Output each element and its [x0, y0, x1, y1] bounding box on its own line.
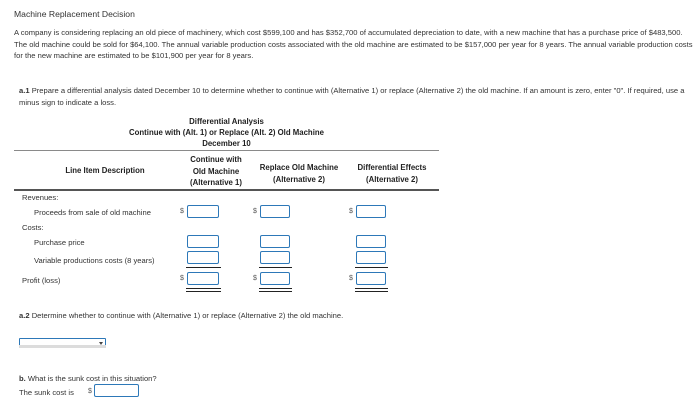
profit-diff-field[interactable]	[359, 273, 383, 284]
row-costs-label: Costs:	[22, 223, 44, 232]
profit-alt2-input[interactable]	[260, 272, 290, 285]
purchase-alt1-field[interactable]	[190, 236, 216, 247]
col-diff-line2: (Alternative 2)	[366, 174, 418, 184]
currency-symbol: $	[180, 208, 184, 215]
part-a1-text: Prepare a differential analysis dated December 10 to determine whether to continue with (Alternative 1) or replace (Alternative 2) the old machine. If an amount is zero, enter "0". If required, use a minus sign to indicate a loss.	[19, 86, 685, 107]
total-double-underline	[355, 288, 388, 292]
row-profit-label: Profit (loss)	[22, 276, 61, 285]
currency-symbol: $	[88, 388, 92, 395]
purchase-diff-input[interactable]	[356, 235, 386, 248]
proceeds-alt1-field[interactable]	[190, 206, 216, 217]
col-alt1-line3: (Alternative 1)	[190, 178, 242, 187]
purchase-alt2-field[interactable]	[263, 236, 287, 247]
row-variable-label: Variable productions costs (8 years)	[34, 256, 155, 265]
column-header-divider	[14, 189, 439, 191]
proceeds-alt2-field[interactable]	[263, 206, 287, 217]
page-title: Machine Replacement Decision	[14, 9, 135, 19]
row-proceeds-label: Proceeds from sale of old machine	[34, 208, 151, 217]
col-alt2-line2: (Alternative 2)	[273, 174, 325, 184]
sunk-cost-field[interactable]	[97, 385, 136, 396]
currency-symbol: $	[349, 208, 353, 215]
part-a2-instructions	[19, 311, 691, 320]
part-a2-label: a.2	[19, 311, 30, 320]
col-alt2-header	[250, 162, 348, 185]
part-b-text: What is the sunk cost in this situation?	[27, 374, 157, 383]
col-alt1-line2: Old Machine	[192, 166, 240, 176]
header-divider	[14, 150, 439, 151]
analysis-title: Differential Analysis	[189, 117, 264, 126]
col-diff-header	[346, 162, 438, 185]
variable-alt1-field[interactable]	[190, 252, 216, 263]
col-alt1-line1: Continue with	[190, 155, 242, 164]
purchase-alt2-input[interactable]	[260, 235, 290, 248]
purchase-alt1-input[interactable]	[187, 235, 219, 248]
total-double-underline	[186, 288, 221, 292]
row-purchase-label: Purchase price	[34, 238, 85, 247]
total-double-underline	[259, 288, 292, 292]
col-description-header: Line Item Description	[65, 166, 145, 175]
part-a1-label: a.1	[19, 86, 30, 95]
col-alt1-header	[176, 154, 256, 189]
proceeds-alt2-input[interactable]	[260, 205, 290, 218]
variable-alt1-input[interactable]	[187, 251, 219, 264]
variable-alt2-field[interactable]	[263, 252, 287, 263]
subtotal-underline	[259, 267, 292, 268]
variable-diff-field[interactable]	[359, 252, 383, 263]
profit-diff-input[interactable]	[356, 272, 386, 285]
proceeds-alt1-input[interactable]	[187, 205, 219, 218]
currency-symbol: $	[253, 275, 257, 282]
col-alt2-line1: Replace Old Machine	[259, 163, 339, 172]
part-a1-instructions	[19, 85, 691, 108]
dropdown-shadow	[19, 345, 106, 348]
problem-description: A company is considering replacing an old piece of machinery, which cost $599,100 and has $352,700 of accumulated depreciation to date, with a new machine that has a purchase price of $483,500. The old machine could be sold for $64,100. The annual variable production costs associated with the old machine are estimated to be $157,000 per year for 8 years. The annual variable production costs for the new machine are estimated to be $101,900 per year for 8 years.	[14, 28, 693, 60]
profit-alt1-field[interactable]	[190, 273, 216, 284]
part-b-question	[19, 374, 157, 383]
proceeds-diff-field[interactable]	[359, 206, 383, 217]
currency-symbol: $	[253, 208, 257, 215]
subtotal-underline	[186, 267, 221, 268]
profit-alt2-field[interactable]	[263, 273, 287, 284]
sunk-cost-input[interactable]	[94, 384, 139, 397]
sunk-cost-label: The sunk cost is	[19, 388, 74, 397]
currency-symbol: $	[349, 275, 353, 282]
variable-diff-input[interactable]	[356, 251, 386, 264]
part-b-label: b.	[19, 374, 26, 383]
variable-alt2-input[interactable]	[260, 251, 290, 264]
analysis-subtitle: Continue with (Alt. 1) or Replace (Alt. 2) Old Machine	[129, 128, 324, 137]
row-revenues-label: Revenues:	[22, 193, 59, 202]
currency-symbol: $	[180, 275, 184, 282]
col-diff-line1: Differential Effects	[357, 163, 427, 172]
part-a2-text: Determine whether to continue with (Alternative 1) or replace (Alternative 2) the old machine.	[31, 311, 344, 320]
analysis-date: December 10	[202, 139, 251, 148]
purchase-diff-field[interactable]	[359, 236, 383, 247]
subtotal-underline	[355, 267, 388, 268]
proceeds-diff-input[interactable]	[356, 205, 386, 218]
profit-alt1-input[interactable]	[187, 272, 219, 285]
